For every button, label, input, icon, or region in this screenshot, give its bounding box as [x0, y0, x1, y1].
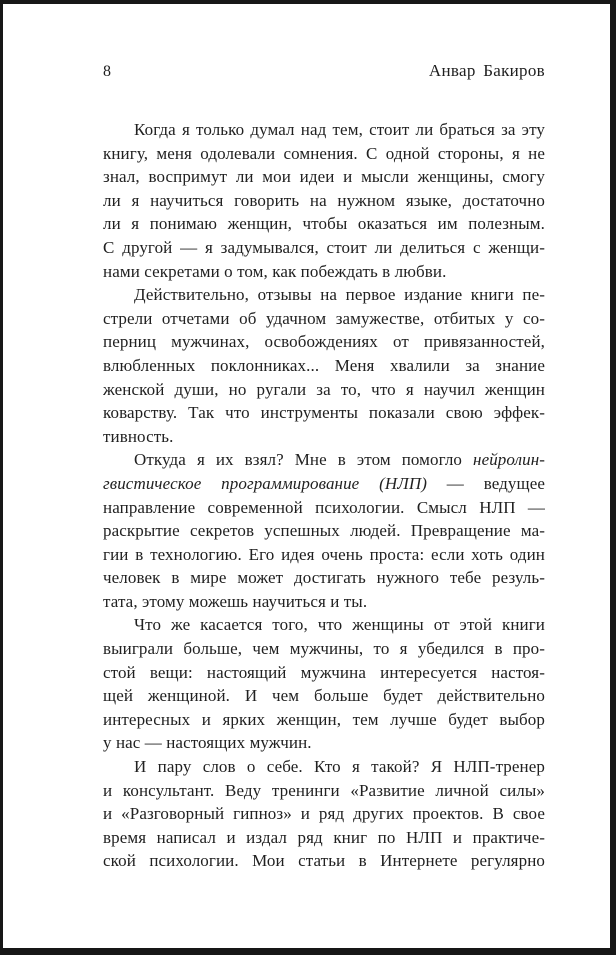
text-segment: стой вещи: настоящий мужчина интересуется настоя- [103, 662, 545, 682]
text-line [103, 472, 545, 496]
text-line [103, 260, 545, 284]
text-segment: Действительно, отзывы на первое издание книги пе- [134, 285, 545, 305]
text-line [103, 755, 545, 779]
paragraph [103, 448, 545, 613]
text-line [103, 566, 545, 590]
text-line [103, 779, 545, 803]
text-line [103, 613, 545, 637]
running-head-author: Анвар Бакиров [428, 61, 545, 80]
text-line [103, 519, 545, 543]
text-line [103, 354, 545, 378]
text-segment: выиграли больше, чем мужчины, то я убедился в про- [103, 639, 545, 659]
text-block [103, 118, 545, 873]
text-segment: направление современной психологии. Смысл НЛП — [103, 497, 545, 517]
text-segment: гии в технологию. Его идея очень проста: если хоть один [103, 544, 545, 564]
text-segment: стрели отчетами об удачном замужестве, отбитых у со- [103, 308, 545, 328]
text-segment: тата, этому можешь научиться и ты. [103, 591, 368, 611]
text-segment: — ведущее [427, 473, 545, 493]
text-line [103, 401, 545, 425]
text-segment: раскрытие секретов успешных людей. Превращение ма- [103, 521, 545, 541]
text-segment: Что же касается того, что женщины от этой книги [134, 615, 545, 635]
text-line [103, 283, 545, 307]
text-segment: у нас — настоящих мужчин. [103, 733, 312, 753]
italic-text: нейролин- [473, 450, 545, 470]
text-segment: тивность. [103, 426, 174, 446]
text-line [103, 826, 545, 850]
text-segment: С другой — я задумывался, стоит ли делиться с женщи- [103, 237, 545, 257]
text-segment: перниц мужчинах, освобождениях от привязанностей, [103, 332, 545, 352]
text-segment: коварству. Так что инструменты показали свою эффек- [103, 403, 545, 423]
paragraph [103, 283, 545, 448]
text-line [103, 708, 545, 732]
text-line [103, 212, 545, 236]
text-segment: ли я понимаю женщин, чтобы оказаться им полезным. [103, 214, 545, 234]
paragraph [103, 613, 545, 755]
text-segment: Откуда я их взял? Мне в этом помогло [134, 450, 474, 470]
text-line [103, 118, 545, 142]
text-segment: ли я научиться говорить на нужном языке, достаточно [103, 190, 545, 210]
text-line [103, 496, 545, 520]
text-line [103, 802, 545, 826]
text-segment: И пару слов о себе. Кто я такой? Я НЛП-тренер [134, 757, 545, 777]
text-line [103, 378, 545, 402]
text-segment: и консультант. Веду тренинги «Развитие личной силы» [103, 780, 545, 800]
text-segment: знал, воспримут ли мои идеи и мысли женщины, смогу [103, 167, 545, 187]
text-line [103, 731, 545, 755]
text-segment: и «Разговорный гипноз» и ряд других проектов. В свое [103, 804, 545, 824]
paragraph [103, 755, 545, 873]
text-line [103, 590, 545, 614]
text-segment: женской души, но ругали за то, что я научил женщин [103, 379, 545, 399]
italic-text: гвистическое программирование (НЛП) [103, 473, 428, 493]
text-line [103, 849, 545, 873]
text-line [103, 425, 545, 449]
text-line [103, 165, 545, 189]
text-line [103, 637, 545, 661]
book-page [3, 4, 610, 948]
text-line [103, 661, 545, 685]
text-segment: щей женщиной. И чем больше будет действительно [103, 686, 545, 706]
text-segment: человек в мире может достигать нужного тебе резуль- [103, 568, 545, 588]
text-segment: влюбленных поклонниках... Меня хвалили за знание [103, 355, 545, 375]
text-line [103, 307, 545, 331]
text-line [103, 236, 545, 260]
text-line [103, 543, 545, 567]
text-segment: ской психологии. Мои статьи в Интернете регулярно [103, 851, 545, 871]
text-segment: книгу, меня одолевали сомнения. С одной стороны, я не [103, 143, 545, 163]
text-segment: время написал и издал ряд книг по НЛП и практиче- [103, 827, 545, 847]
text-line [103, 684, 545, 708]
text-segment: нами секретами о том, как побеждать в любви. [103, 261, 447, 281]
running-header [103, 60, 545, 82]
text-line [103, 189, 545, 213]
text-line [103, 142, 545, 166]
page-number: 8 [103, 63, 112, 80]
paragraph [103, 118, 545, 283]
text-line [103, 448, 545, 472]
text-line [103, 330, 545, 354]
text-segment: Когда я только думал над тем, стоит ли браться за эту [134, 120, 545, 139]
text-segment: интересных и ярких женщин, тем лучше будет выбор [103, 709, 545, 729]
